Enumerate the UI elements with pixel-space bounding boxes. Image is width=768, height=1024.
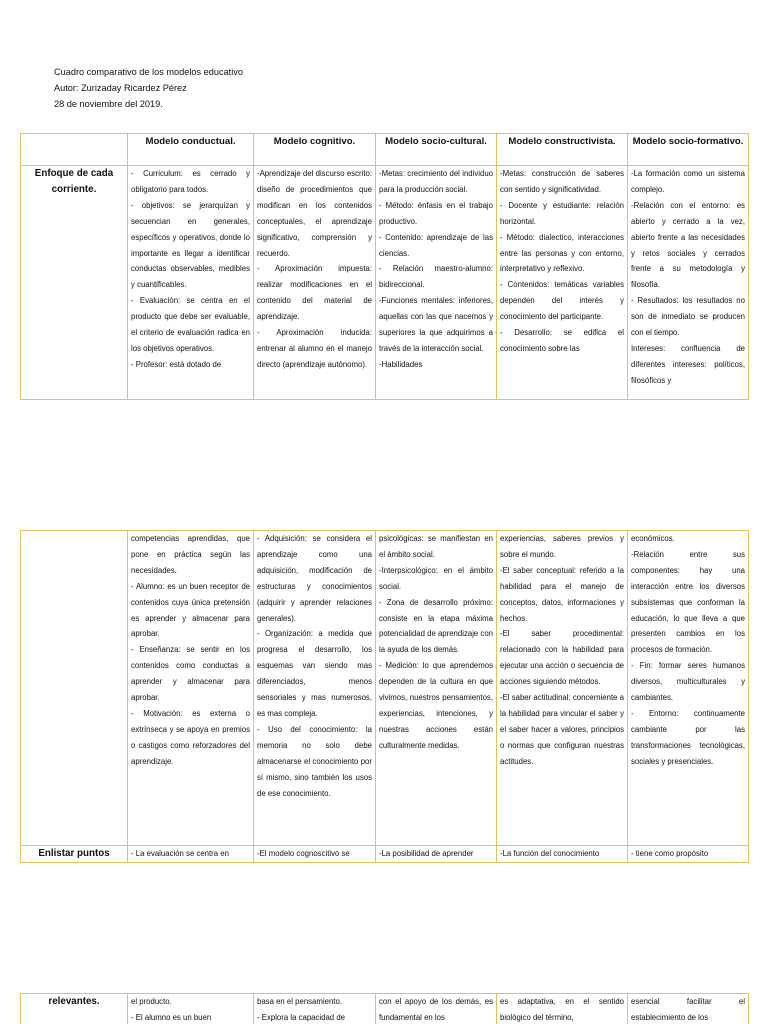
cell-paragraph: económicos. — [631, 534, 675, 543]
cell-paragraph: - Entorno: continuamente cambiante por las transformaciones tecnológicas, sociales y presenciales. — [631, 708, 745, 766]
document-date: 28 de noviembre del 2019. — [54, 99, 163, 109]
cell-paragraph: - Relación maestro-alumno: bidireccional. — [379, 264, 493, 290]
cell-paragraph: - Aproximación inducida: entrenar al alumno en el manejo directo (aprendizaje autónomo). — [257, 328, 372, 369]
table-header-row — [21, 134, 749, 166]
cell-paragraph: -Interpsicológico: en el ámbito social. — [379, 565, 493, 591]
cell-conductual — [128, 531, 254, 846]
comparison-table-part-3 — [20, 993, 749, 1024]
row-label-enlistar: Enlistar puntos — [21, 846, 128, 863]
comparison-table-part-2 — [20, 530, 749, 863]
cell-paragraph: - Método: dialectico, interacciones entre las personas y con entorno, interpretativo y reflexivo. — [500, 232, 624, 274]
cell-socioformativo — [628, 166, 749, 400]
cell-paragraph: - Profesor: está dotado de — [131, 359, 222, 369]
cell-cognitivo: -El modelo cognoscitivo se — [254, 846, 376, 863]
cell-paragraph: -Habilidades — [379, 359, 423, 369]
cell-paragraph: - Docente y estudiante: relación horizontal. — [500, 200, 624, 226]
cell-constructivista — [497, 166, 628, 400]
table-row-enfoque — [21, 166, 749, 400]
cell-paragraph: - Explora la capacidad de — [257, 1012, 345, 1022]
cell-cognitivo — [254, 994, 376, 1024]
cell-paragraph: experiencias, saberes previos y sobre el mundo. — [500, 534, 624, 559]
cell-socioformativo — [628, 994, 749, 1024]
cell-paragraph: - objetivos: se jerarquizan y secuencian en generales, específicos y operativos, donde lo importante es llegar a identificar conductas observables, medibles y cuantificables. — [131, 200, 250, 290]
header-conductual: Modelo conductual. — [128, 134, 254, 166]
cell-paragraph: Intereses: confluencia de diferentes intereses: políticos, filosóficos y — [631, 343, 745, 385]
cell-conductual: - La evaluación se centra en — [128, 846, 254, 863]
cell-paragraph: -Funciones mentales: inferiores, aquellas con las que nacemos y superiores la que adquirimos a través de la interacción social. — [379, 296, 493, 353]
cell-sociocultural: -La posibilidad de aprender — [376, 846, 497, 863]
cell-paragraph: - El alumno es un buen — [131, 1012, 212, 1022]
cell-paragraph: - Contenido: aprendizaje de las ciencias. — [379, 232, 493, 258]
cell-paragraph: competencias aprendidas, que pone en práctica según las necesidades. — [131, 534, 250, 575]
cell-paragraph: - Evaluación: se centra en el producto que debe ser evaluable, el criterio de evaluación radica en los objetivos operativos. — [131, 296, 250, 353]
cell-paragraph: esencial facilitar el establecimiento de los — [631, 997, 745, 1022]
cell-paragraph: -La formación como un sistema complejo. — [631, 169, 745, 194]
table-row-enfoque-continued — [21, 531, 749, 846]
cell-paragraph: basa en el pensamiento. — [257, 997, 342, 1006]
document-title: Cuadro comparativo de los modelos educativo — [54, 67, 243, 77]
cell-socioformativo: - tiene como propósito — [628, 846, 749, 863]
row-label-empty-cell — [21, 531, 128, 846]
header-cognitivo: Modelo cognitivo. — [254, 134, 376, 166]
cell-sociocultural — [376, 531, 497, 846]
cell-constructivista — [497, 531, 628, 846]
cell-cognitivo — [254, 166, 376, 400]
cell-paragraph: -Aprendizaje del discurso escrito: diseño de procedimientos que modifican en los contenidos conceptuales, el aprendizaje significativo, comprensión y recuerdo. — [257, 169, 372, 258]
cell-paragraph: - Motivación: es externa o extrínseca y se apoya en premios o castigos como reforzadores del aprendizaje. — [131, 708, 250, 766]
cell-paragraph: - Método: énfasis en el trabajo productivo. — [379, 200, 493, 226]
cell-paragraph: - Desarrollo: se edifica el conocimiento sobre las — [500, 328, 624, 353]
document-header — [54, 64, 243, 112]
cell-paragraph: es adaptativa, en el sentido biológico del término, — [500, 997, 624, 1022]
cell-paragraph: -El saber procedimental: relacionado con la habilidad para ejecutar una acción o secuencia de acciones siguiendo métodos. — [500, 629, 624, 687]
cell-paragraph: - Uso del conocimiento: la memoria no solo debe almacenarse el conocimiento por sí mismo, sino también los usos de ese conocimiento. — [257, 724, 372, 798]
cell-paragraph: psicológicas: se manifiestan en el ámbito social. — [379, 534, 493, 559]
cell-paragraph: - Aproximación impuesta: realizar modificaciones en el contenido del material de aprendizaje. — [257, 264, 372, 322]
cell-paragraph: - Organización: a medida que progresa el desarrollo, los esquemas van siendo mas diferenciados, menos sensoriales y mas numerosos, es mas compleja. — [257, 629, 372, 718]
cell-paragraph: -Relación entre sus componentes: hay una interacción entre los diversos subsistemas que conforman la educación, lo que lleva a que presenten cambios en los procesos de formación. — [631, 549, 745, 655]
table-row-enlistar-continued — [21, 994, 749, 1024]
cell-socioformativo — [628, 531, 749, 846]
cell-paragraph: -Metas: construcción de saberes con sentido y significatividad. — [500, 169, 624, 194]
cell-paragraph: el producto. — [131, 997, 172, 1006]
comparison-table-part-1 — [20, 133, 749, 400]
header-socioformativo: Modelo socio-formativo. — [628, 134, 749, 166]
document-author: Autor: Zurizaday Ricardez Pérez — [54, 83, 187, 93]
cell-cognitivo — [254, 531, 376, 846]
cell-conductual — [128, 994, 254, 1024]
cell-paragraph: con el apoyo de los demás, es fundamental en los — [379, 997, 493, 1022]
cell-paragraph: - Resultados: los resultados no son de inmediato se producen con el tiempo. — [631, 296, 745, 338]
cell-paragraph: - Medición: lo que aprendemos dependen de la cultura en que vivimos, nuestros pensamientos, experiencias, intenciones, y nuestras acciones están culturalmente medidas. — [379, 661, 493, 750]
row-label-relevantes: relevantes. — [21, 994, 128, 1024]
cell-paragraph: - Alumno: es un buen receptor de contenidos cuya única pretensión es aprender y almacenar para aprobar. — [131, 581, 250, 639]
cell-sociocultural — [376, 994, 497, 1024]
cell-paragraph: -Metas: crecimiento del individuo para la producción social. — [379, 169, 493, 194]
header-constructivista: Modelo constructivista. — [497, 134, 628, 166]
cell-paragraph: - Curriculum: es cerrado y obligatorio para todos. — [131, 169, 250, 194]
cell-paragraph: -El saber conceptual: referido a la habilidad para el manejo de conceptos, datos, informaciones y hechos. — [500, 565, 624, 623]
cell-paragraph: - Fin: formar seres humanos diversos, multiculturales y cambiantes. — [631, 661, 745, 703]
header-sociocultural: Modelo socio-cultural. — [376, 134, 497, 166]
table-row-enlistar — [21, 846, 749, 863]
cell-constructivista: -La función del conocimiento — [497, 846, 628, 863]
cell-conductual — [128, 166, 254, 400]
cell-paragraph: - Zona de desarrollo próximo: consiste en la etapa máxima potencialidad de aprendizaje con la ayuda de los demás. — [379, 597, 494, 655]
row-label-enfoque: Enfoque de cada corriente. — [21, 166, 128, 400]
header-empty-cell — [21, 134, 128, 166]
cell-paragraph: -El saber actitudinal: concerniente a la habilidad para vincular el saber y el saber hacer a valores, principios o normas que configuran nuestras actitudes. — [500, 693, 624, 766]
cell-paragraph: - Contenidos: temáticas variables dependen del interés y conocimiento del participante. — [500, 280, 624, 322]
cell-sociocultural — [376, 166, 497, 400]
cell-constructivista — [497, 994, 628, 1024]
cell-paragraph: - Enseñanza: se sentir en los contenidos como conductas a aprender y almacenar para aprobar. — [131, 645, 250, 703]
cell-paragraph: -Relación con el entorno: es abierto y cerrado a la vez, abierto frente a las necesidades y retos sociales y cerrados frente a su metodología y filosofía. — [631, 200, 745, 290]
cell-paragraph: - Adquisición: se considera el aprendizaje como una adquisición, modificación de estructuras y conocimientos (adquirir y aprender relaciones generales). — [257, 534, 372, 623]
